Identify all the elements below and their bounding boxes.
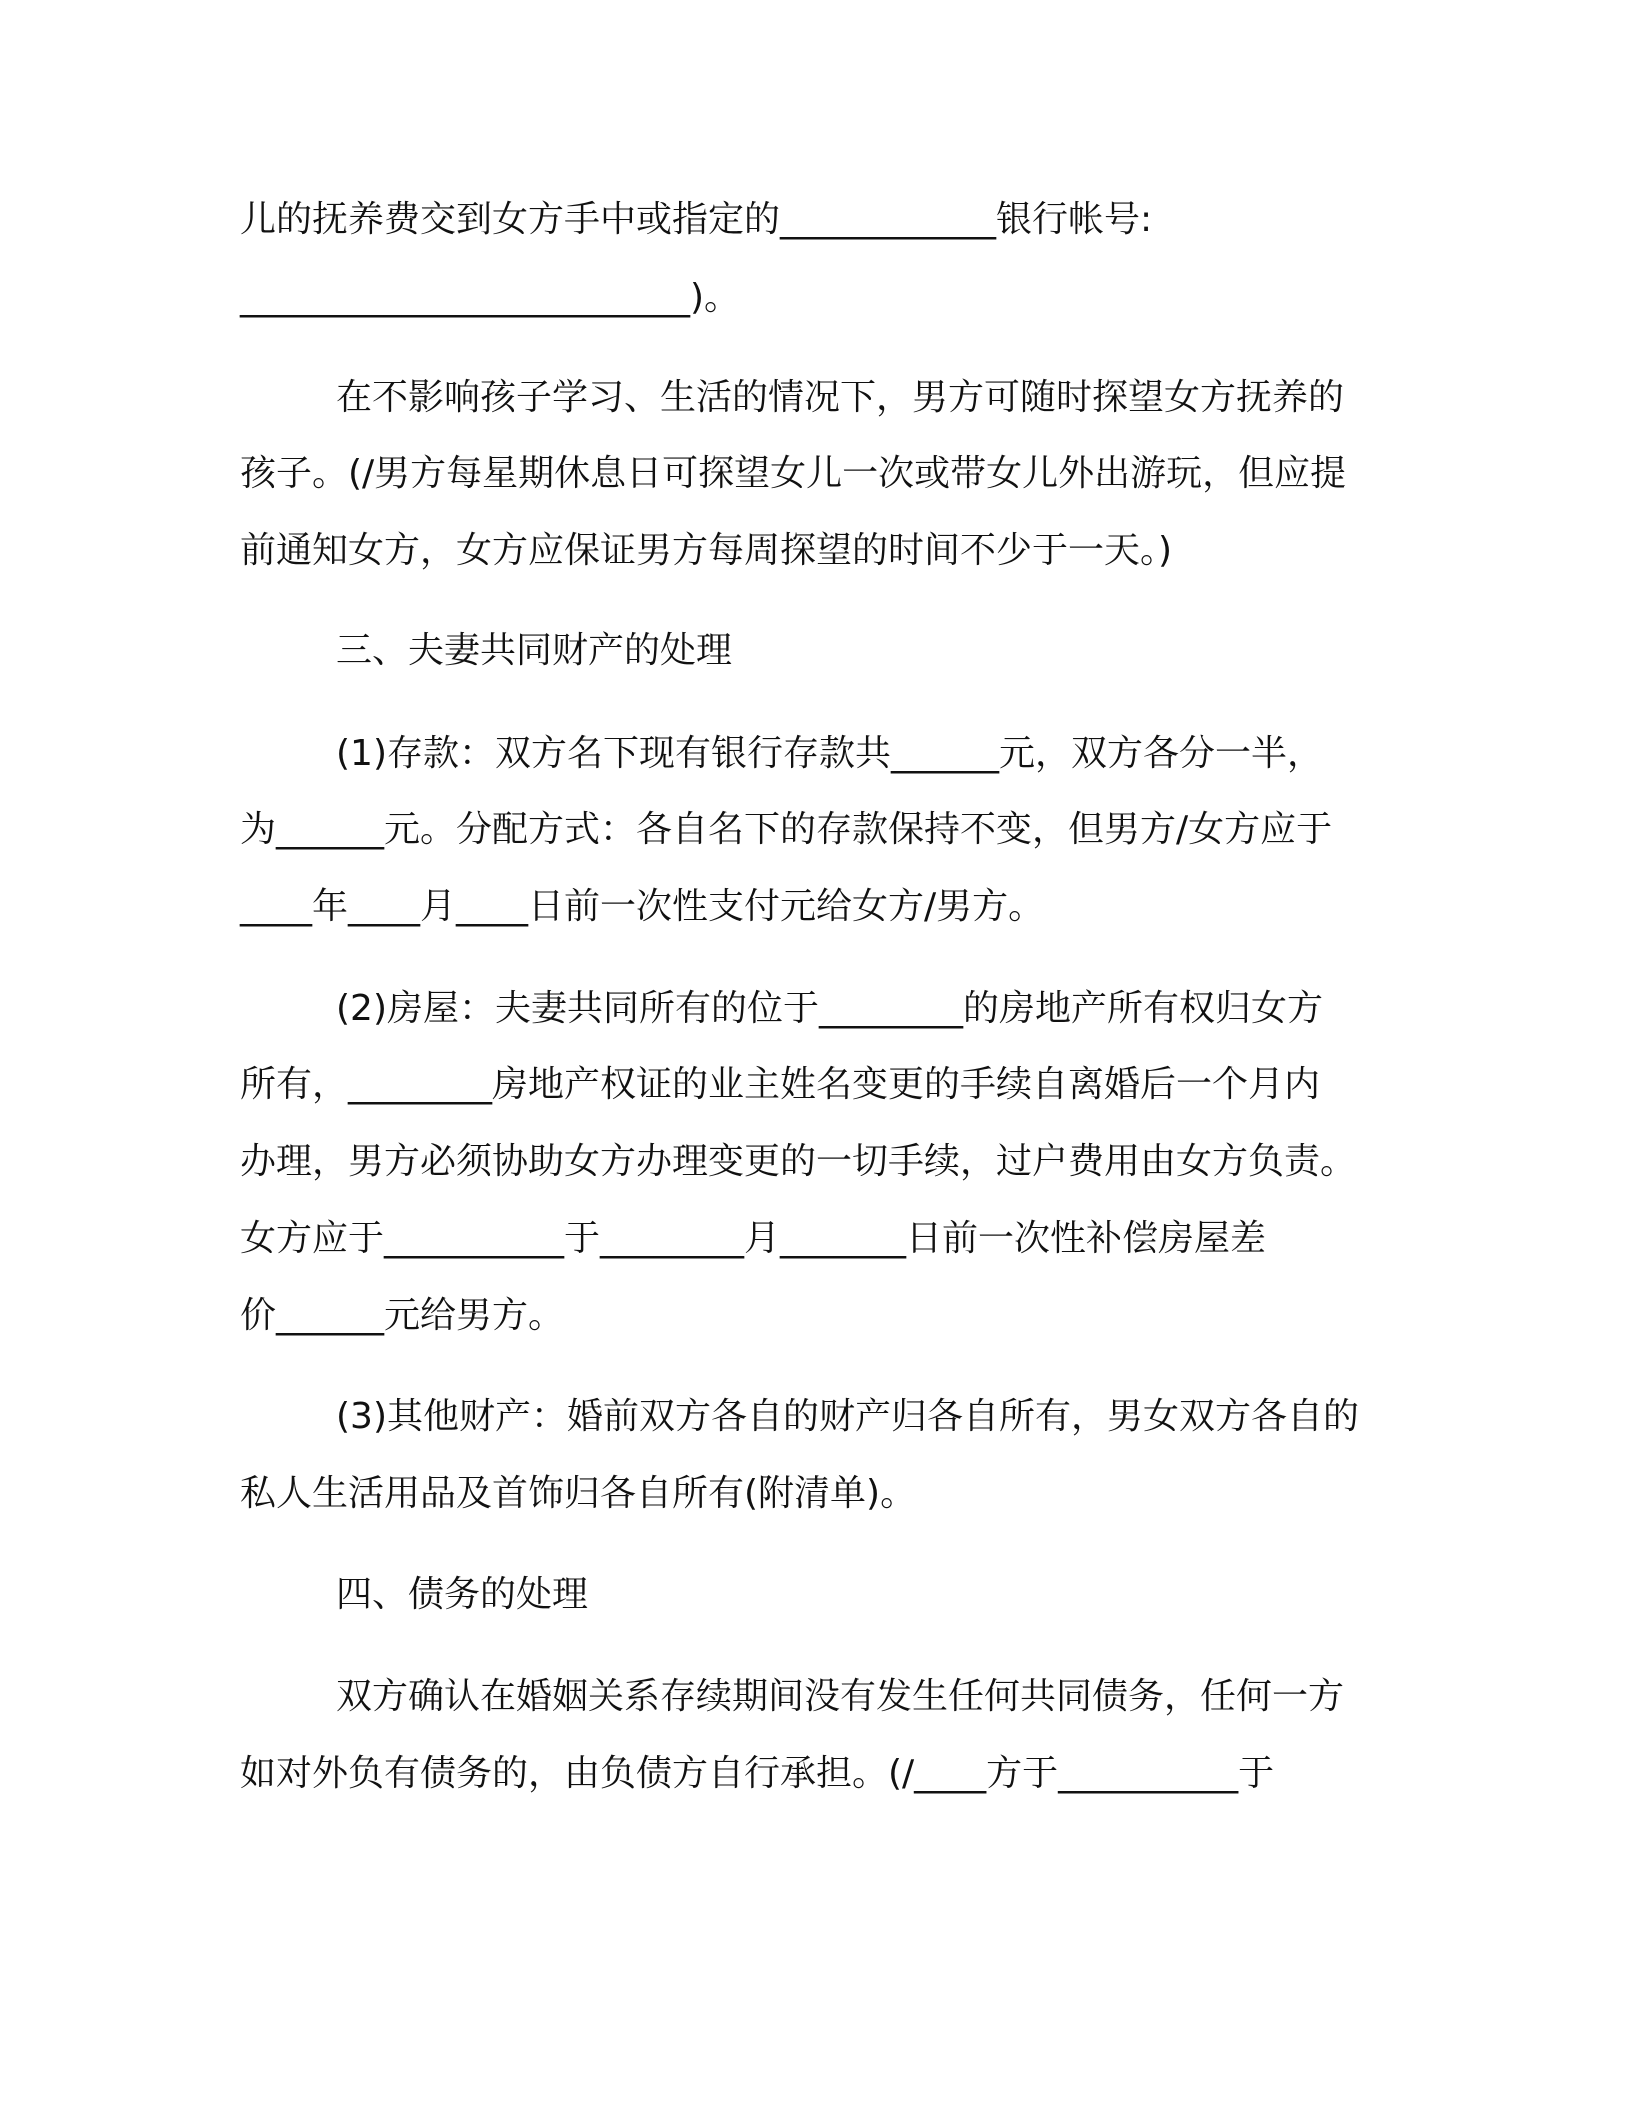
paragraph-line: 双方确认在婚姻关系存续期间没有发生任何共同债务，任何一方 [336, 1676, 1345, 1717]
text-line: _________________________)。 [240, 277, 741, 318]
paragraph-line: 在不影响孩子学习、生活的情况下，男方可随时探望女方抚养的 [336, 377, 1345, 418]
paragraph-line: (3)其他财产：婚前双方各自的财产归各自所有，男女双方各自的 [336, 1396, 1359, 1437]
text-line: 女方应于__________于________月_______日前一次性补偿房屋差 [240, 1218, 1267, 1259]
text-line: 私人生活用品及首饰归各自所有(附清单)。 [240, 1473, 917, 1514]
text-line: ____年____月____日前一次性支付元给女方/男方。 [240, 886, 1045, 927]
section-heading: 三、夫妻共同财产的处理 [336, 630, 733, 671]
text-line: 办理，男方必须协助女方办理变更的一切手续，过户费用由女方负责。 [240, 1141, 1357, 1182]
section-heading: 四、债务的处理 [336, 1574, 589, 1615]
text-line: 所有，________房地产权证的业主姓名变更的手续自离婚后一个月内 [240, 1064, 1321, 1105]
text-line: 价______元给男方。 [240, 1295, 565, 1336]
text-line: 儿的抚养费交到女方手中或指定的____________银行帐号: [240, 199, 1153, 240]
paragraph-line: (2)房屋：夫妻共同所有的位于________的房地产所有权归女方 [336, 988, 1323, 1029]
text-line: 为______元。分配方式：各自名下的存款保持不变，但男方/女方应于 [240, 809, 1333, 850]
text-line: 如对外负有债务的，由负债方自行承担。(/____方于__________于 [240, 1753, 1275, 1794]
paragraph-line: (1)存款：双方名下现有银行存款共______元，双方各分一半， [336, 733, 1323, 774]
text-line: 孩子。(/男方每星期休息日可探望女儿一次或带女儿外出游玩，但应提 [240, 453, 1347, 494]
text-line: 前通知女方，女方应保证男方每周探望的时间不少于一天。) [240, 530, 1173, 571]
